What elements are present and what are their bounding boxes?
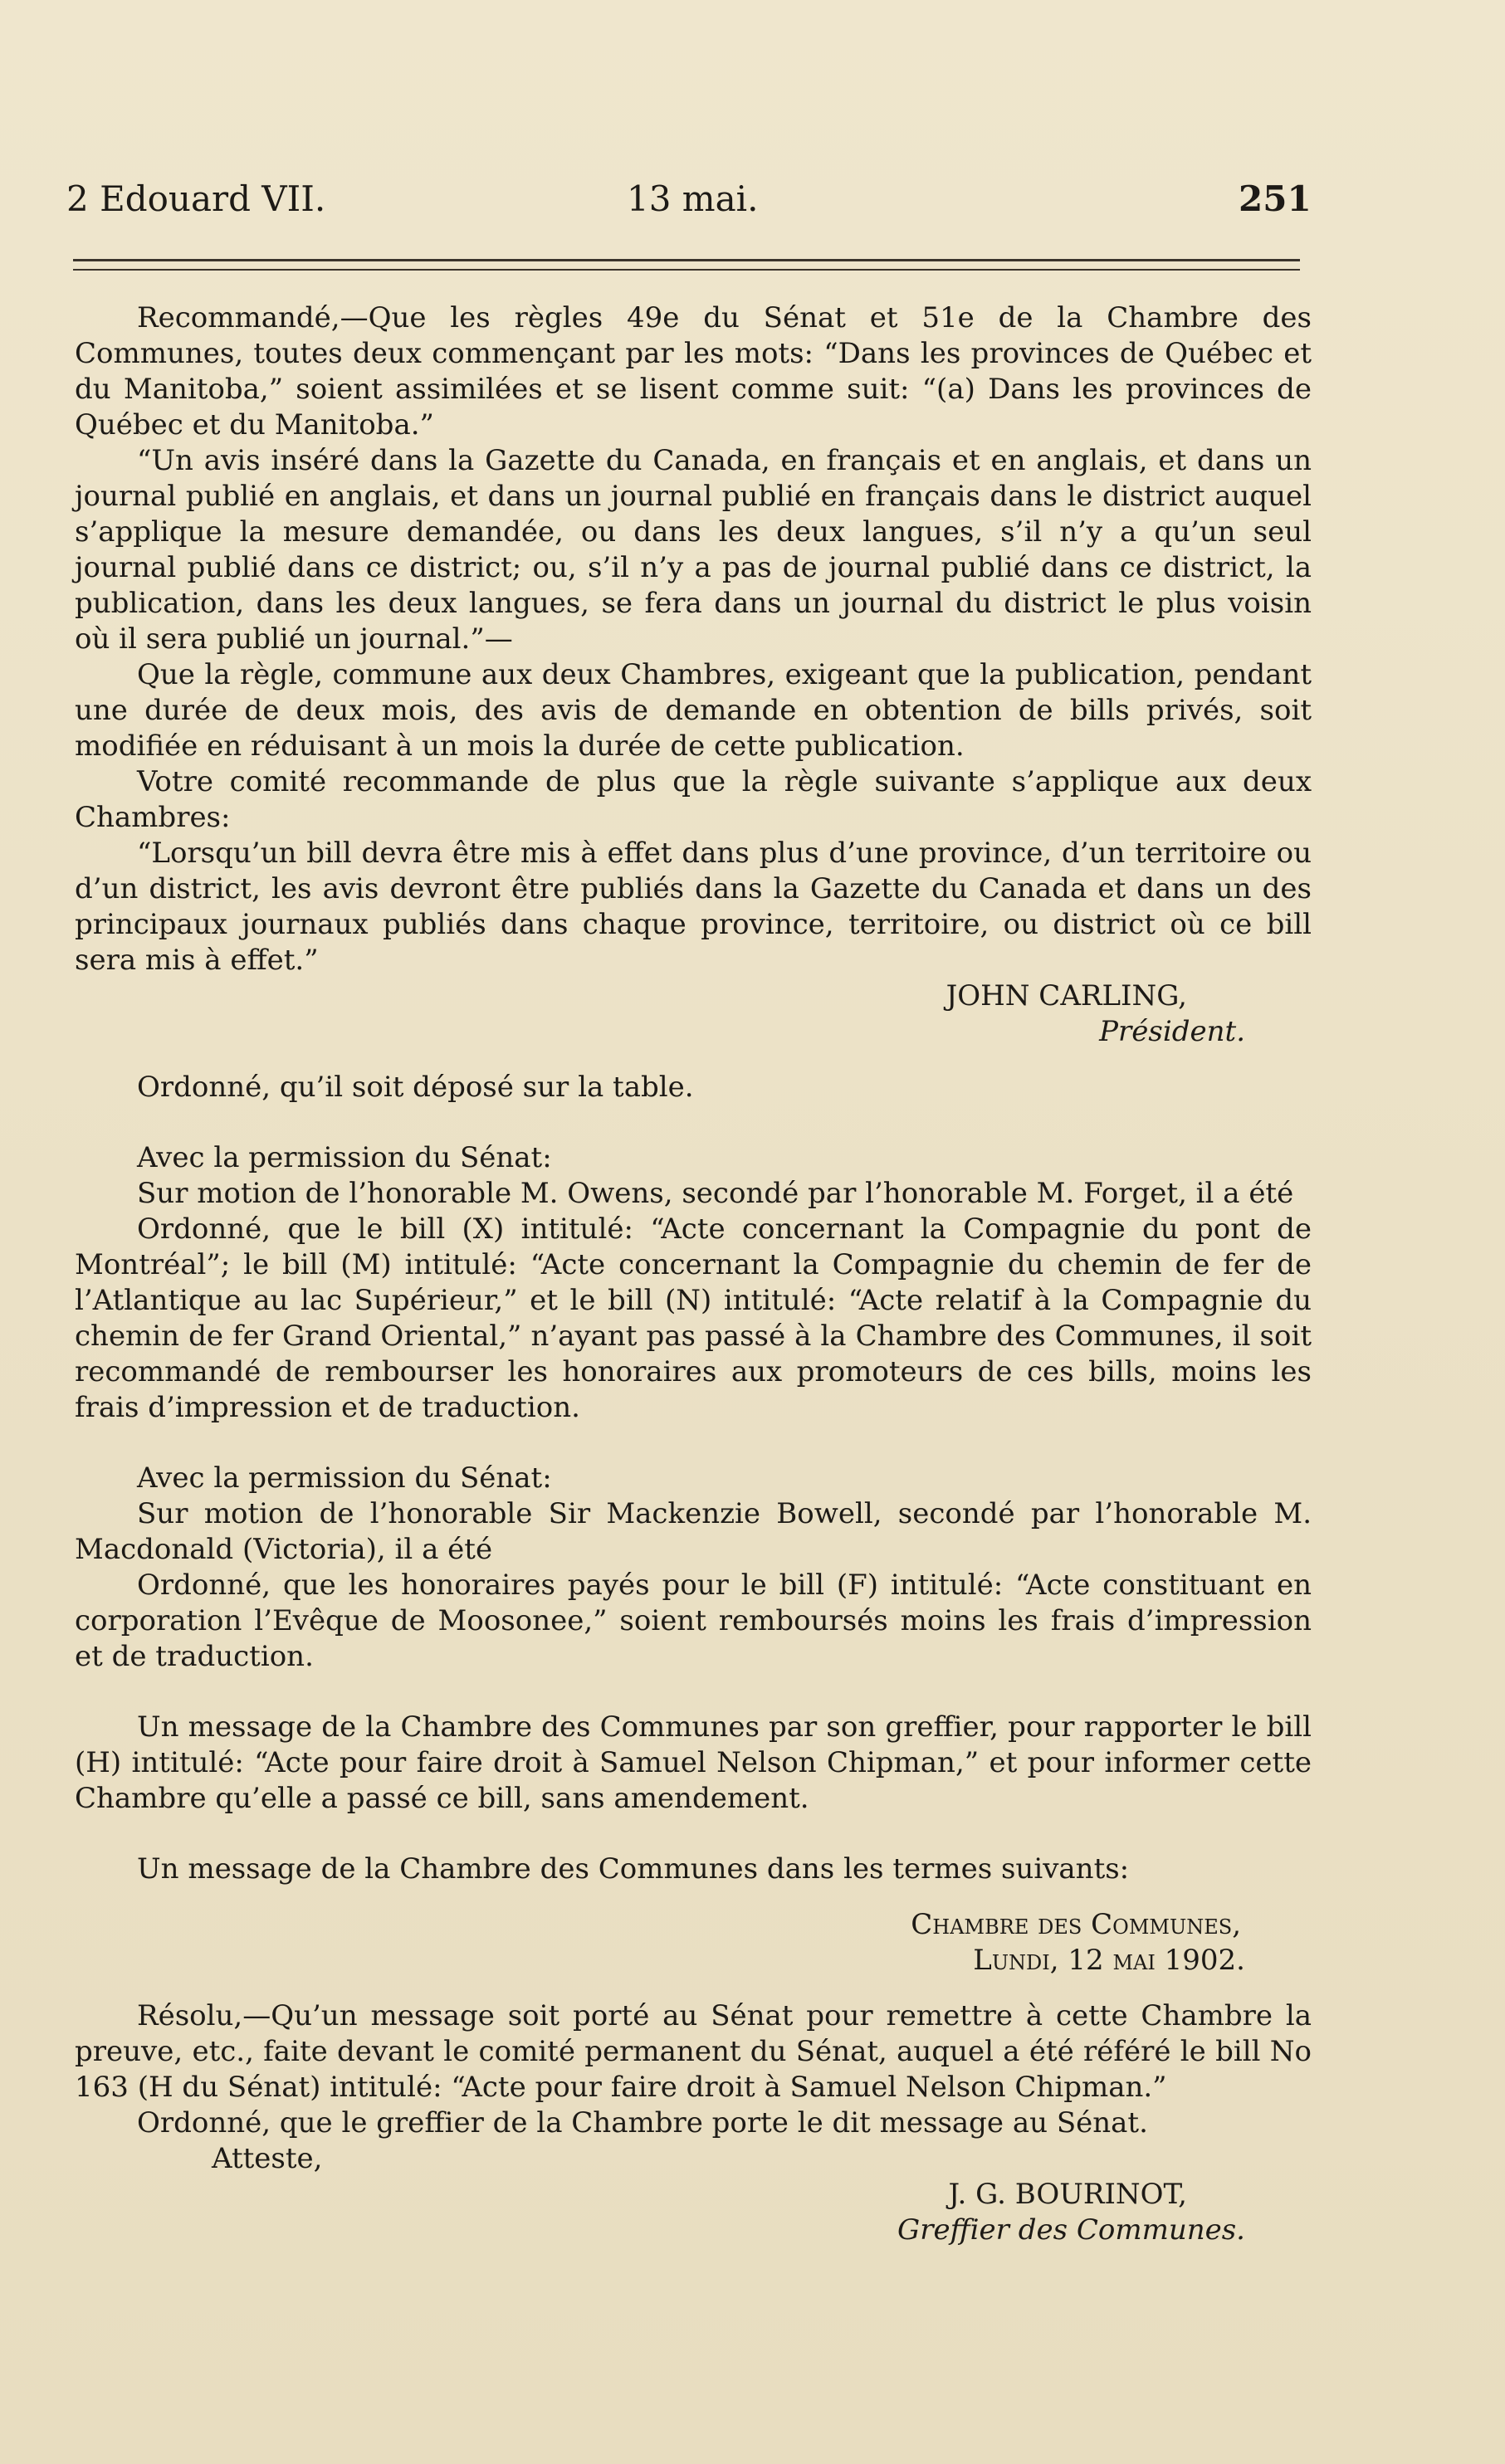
paragraph: “Un avis inséré dans la Gazette du Canada, en français et en anglais, et dans un journal publié en anglais, et dans un journal publié en français dans le district auquel s’applique la mesure demandée, ou dans les deux langues, s’il n’y a qu’un seul journal publié dans ce district; ou, s’il n’y a pas de journal publié dans ce district, la publication, dans les deux langues, se fera dans un journal du district le plus voisin où il sera publié un journal.”—	[75, 444, 1312, 656]
paragraph: Ordonné, que le greffier de la Chambre porte le dit message au Sénat.	[137, 2106, 1148, 2140]
paragraph: Avec la permission du Sénat:	[137, 1461, 552, 1495]
signature-title: Président.	[1099, 1015, 1245, 1048]
signature-name: JOHN CARLING,	[946, 979, 1187, 1012]
header-rule-bottom	[73, 269, 1300, 271]
paragraph: Ordonné, que les honoraires payés pour le bill (F) intitulé: “Acte constituant en corporation l’Evêque de Moosonee,” soient remboursés moins les frais d’impression et de traduction.	[75, 1569, 1312, 1673]
paragraph: Sur motion de l’honorable Sir Mackenzie Bowell, secondé par l’honorable M. Macdonald (Victoria), il a été	[75, 1497, 1312, 1566]
body-text	[75, 300, 1312, 2248]
header-rule-top	[73, 259, 1300, 261]
page-number: 251	[1239, 178, 1312, 219]
paragraph: Résolu,—Qu’un message soit porté au Sénat pour remettre à cette Chambre la preuve, etc., faite devant le comité permanent du Sénat, auquel a été référé le bill No 163 (H du Sénat) intitulé: “Acte pour faire droit à Samuel Nelson Chipman.”	[75, 1999, 1312, 2104]
paragraph: Un message de la Chambre des Communes dans les termes suivants:	[137, 1852, 1130, 1886]
paragraph: Ordonné, qu’il soit déposé sur la table.	[137, 1071, 694, 1104]
header-date: 13 mai.	[627, 178, 759, 219]
paragraph: Un message de la Chambre des Communes par son greffier, pour rapporter le bill (H) intitulé: “Acte pour faire droit à Samuel Nelson Chipman,” et pour informer cette Chambre qu’elle a passé ce bill, sans amendement.	[75, 1710, 1312, 1815]
paragraph: Avec la permission du Sénat:	[137, 1141, 552, 1174]
paragraph: “Lorsqu’un bill devra être mis à effet dans plus d’une province, d’un territoire ou d’un district, les avis devront être publiés dans la Gazette du Canada et dans un des principaux journaux publiés dans chaque province, territoire, ou district où ce bill sera mis à effet.”	[75, 837, 1312, 977]
paragraph: Ordonné, que le bill (X) intitulé: “Acte concernant la Compagnie du pont de Montréal”; le bill (M) intitulé: “Acte concernant la Compagnie du chemin de fer de l’Atlantique au lac Supérieur,” et le bill (N) intitulé: “Acte relatif à la Compagnie du chemin de fer Grand Oriental,” n’ayant pas passé à la Chambre des Communes, il soit recommandé de rembourser les honoraires aux promoteurs de ces bills, moins les frais d’impression et de traduction.	[75, 1212, 1312, 1424]
signature-name: J. G. BOURINOT,	[948, 2178, 1187, 2211]
header-left: 2 Edouard VII.	[66, 178, 326, 219]
message-date: Lundi, 12 mai 1902.	[973, 1944, 1245, 1977]
running-header	[0, 178, 1505, 237]
paragraph: Que la règle, commune aux deux Chambres, exigeant que la publication, pendant une durée de deux mois, des avis de demande en obtention de bills privés, soit modifiée en réduisant à un mois la durée de cette publication.	[75, 658, 1312, 763]
paragraph: Sur motion de l’honorable M. Owens, secondé par l’honorable M. Forget, il a été	[137, 1177, 1294, 1210]
paragraph: Votre comité recommande de plus que la règle suivante s’applique aux deux Chambres:	[75, 765, 1312, 834]
signature-title: Greffier des Communes.	[897, 2213, 1245, 2247]
message-place: Chambre des Communes,	[911, 1908, 1241, 1941]
attest-label: Atteste,	[212, 2142, 323, 2175]
paragraph: Recommandé,—Que les règles 49e du Sénat et 51e de la Chambre des Communes, toutes deux commençant par les mots: “Dans les provinces de Québec et du Manitoba,” soient assimilées et se lisent comme suit: “(a) Dans les provinces de Québec et du Manitoba.”	[75, 301, 1312, 442]
